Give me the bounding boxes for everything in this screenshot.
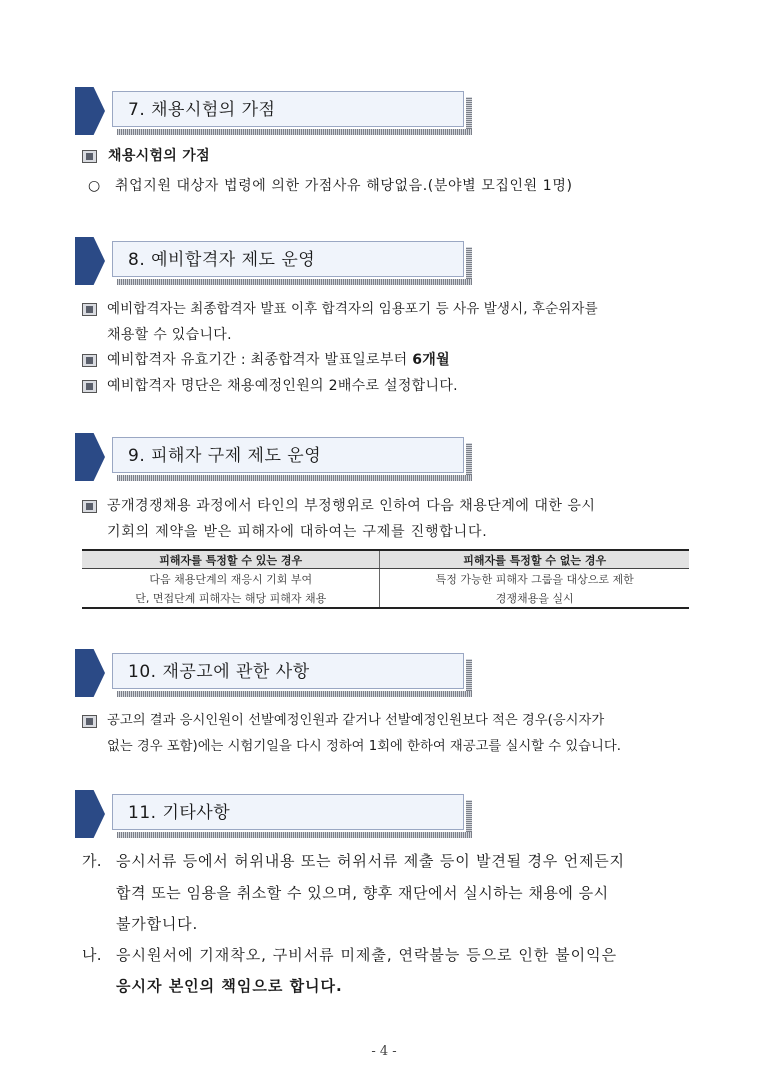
arrow-icon <box>75 87 105 135</box>
paragraph-line: 공개경쟁채용 과정에서 타인의 부정행위로 인하여 다음 채용단계에 대한 응시 <box>107 498 596 514</box>
bullet-square-icon <box>82 150 97 163</box>
list-marker: 나. <box>82 946 102 964</box>
paragraph-line: 예비합격자는 최종합격자 발표 이후 합격자의 임용포기 등 사유 발생시, 후순위자를 <box>107 301 598 317</box>
paragraph-line: 예비합격자 명단은 채용예정인원의 2배수로 설정합니다. <box>107 378 458 394</box>
table-row <box>82 569 689 589</box>
bullet-square-icon <box>82 715 97 728</box>
table-header-cell: 피해자를 특정할 수 있는 경우 <box>82 550 380 569</box>
paragraph-line: 합격 또는 임용을 취소할 수 있으며, 향후 재단에서 실시하는 채용에 응시 <box>116 884 609 902</box>
table-cell: 특정 가능한 피해자 그룹을 대상으로 제한 <box>435 572 634 586</box>
paragraph-line: 예비합격자 유효기간 : 최종합격자 발표일로부터 6개월 <box>107 352 450 368</box>
bullet-square-icon <box>82 303 97 316</box>
section-title: 11. 기타사항 <box>112 794 464 830</box>
paragraph-line: 채용할 수 있습니다. <box>107 327 232 343</box>
table-row <box>82 588 689 608</box>
section-header-7 <box>75 87 485 145</box>
section-title: 7. 채용시험의 가점 <box>112 91 464 127</box>
table-header-cell: 피해자를 특정할 수 없는 경우 <box>380 550 689 569</box>
paragraph-line: 불가합니다. <box>116 915 199 933</box>
subheading: 채용시험의 가점 <box>108 148 210 164</box>
page-number: - 4 - <box>371 1044 397 1059</box>
section-header-11 <box>75 790 485 848</box>
bullet-square-icon <box>82 500 97 513</box>
arrow-icon <box>75 649 105 697</box>
circle-bullet-icon: ○ <box>88 178 101 194</box>
table-cell: 다음 채용단계의 재응시 기회 부여 <box>82 569 380 589</box>
section-header-8 <box>75 237 485 295</box>
list-marker: 가. <box>82 852 102 870</box>
section-header-10 <box>75 649 485 707</box>
paragraph-line: 응시서류 등에서 허위내용 또는 허위서류 제출 등이 발견될 경우 언제든지 <box>116 852 625 870</box>
section-title: 10. 재공고에 관한 사항 <box>112 653 464 689</box>
paragraph-line: 기회의 제약을 받은 피해자에 대하여는 구제를 진행합니다. <box>107 524 488 540</box>
paragraph-line: 응시원서에 기재착오, 구비서류 미제출, 연락불능 등으로 인한 불이익은 <box>116 946 618 964</box>
table-header-row <box>82 550 689 569</box>
arrow-icon <box>75 237 105 285</box>
arrow-icon <box>75 433 105 481</box>
bullet-square-icon <box>82 354 97 367</box>
remedy-table <box>82 549 689 609</box>
section-title: 9. 피해자 구제 제도 운영 <box>112 437 464 473</box>
paragraph-line: 취업지원 대상자 법령에 의한 가점사유 해당없음.(분야별 모집인원 1명) <box>115 178 573 194</box>
paragraph-line: 없는 경우 포함)에는 시험기일을 다시 정하여 1회에 한하여 재공고를 실시할 수 있습니다. <box>107 739 621 754</box>
section-title: 8. 예비합격자 제도 운영 <box>112 241 464 277</box>
paragraph-line: 공고의 결과 응시인원이 선발예정인원과 같거나 선발예정인원보다 적은 경우(응시자가 <box>107 713 605 728</box>
table-cell: 경쟁채용을 실시 <box>380 588 689 608</box>
section-header-9 <box>75 433 485 491</box>
arrow-icon <box>75 790 105 838</box>
bullet-square-icon <box>82 380 97 393</box>
paragraph-line: 응시자 본인의 책임으로 합니다. <box>116 977 343 995</box>
table-cell: 단, 면접단계 피해자는 해당 피해자 채용 <box>82 588 380 608</box>
